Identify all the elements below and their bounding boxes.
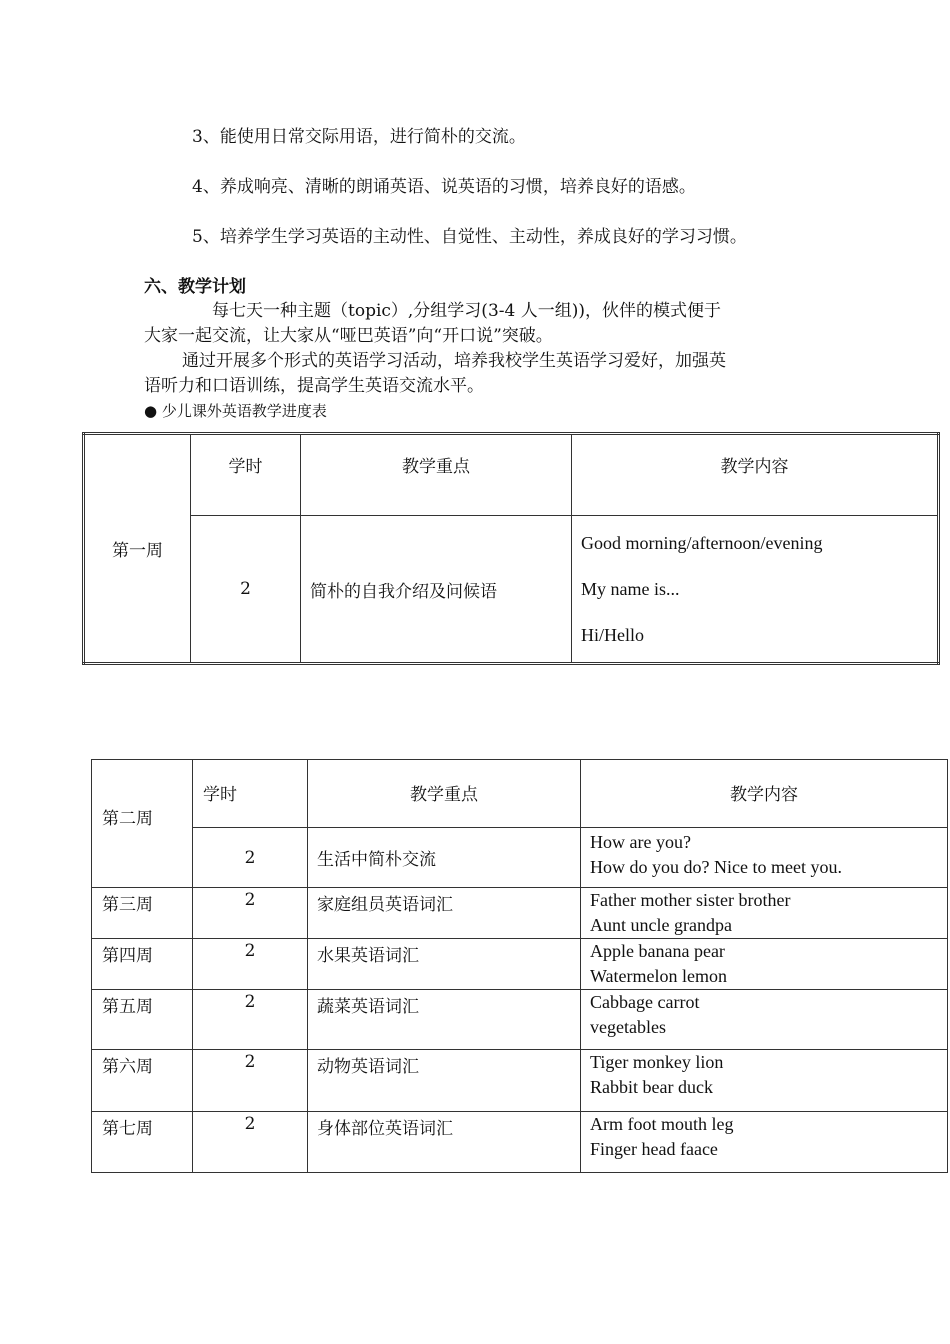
week-cell: 第四周 bbox=[92, 939, 193, 990]
content-line: Finger head faace bbox=[590, 1139, 718, 1159]
header-content: 教学内容 bbox=[581, 760, 948, 828]
content-line: Tiger monkey lion bbox=[590, 1052, 724, 1072]
content-line: Aunt uncle grandpa bbox=[590, 915, 732, 935]
table-caption: ● 少儿课外英语教学进度表 bbox=[144, 402, 327, 420]
focus-cell: 家庭组员英语词汇 bbox=[308, 888, 581, 939]
schedule-table-week1 bbox=[82, 432, 940, 665]
hours-cell: 2 bbox=[193, 1112, 308, 1173]
header-focus: 教学重点 bbox=[301, 434, 572, 516]
goal-4: 4、养成响亮、清晰的朗诵英语、说英语的习惯，培养良好的语感。 bbox=[192, 177, 696, 197]
content-line: Father mother sister brother bbox=[590, 890, 791, 910]
week-cell: 第五周 bbox=[92, 990, 193, 1050]
para2-line1: 通过开展多个形式的英语学习活动，培养我校学生英语学习爱好，加强英 bbox=[182, 351, 726, 371]
para2-line2: 语听力和口语训练，提高学生英语交流水平。 bbox=[144, 376, 484, 396]
focus-cell: 生活中简朴交流 bbox=[308, 828, 581, 888]
hours-cell: 2 bbox=[193, 990, 308, 1050]
schedule-table-weeks2to7 bbox=[91, 759, 948, 1173]
content-cell bbox=[581, 888, 948, 939]
content-line: Apple banana pear bbox=[590, 941, 725, 961]
content-line: vegetables bbox=[590, 1017, 666, 1037]
section-heading: 六、教学计划 bbox=[144, 277, 246, 297]
week-cell: 第六周 bbox=[92, 1050, 193, 1112]
week-cell: 第二周 bbox=[92, 760, 193, 888]
hours-cell: 2 bbox=[193, 888, 308, 939]
header-content: 教学内容 bbox=[572, 434, 939, 516]
content-cell bbox=[581, 1112, 948, 1173]
week-cell: 第七周 bbox=[92, 1112, 193, 1173]
content-line: How do you do? Nice to meet you. bbox=[590, 857, 842, 877]
content-line: Hi/Hello bbox=[581, 625, 644, 645]
hours-cell: 2 bbox=[191, 516, 301, 664]
hours-cell: 2 bbox=[193, 1050, 308, 1112]
goal-5: 5、培养学生学习英语的主动性、自觉性、主动性，养成良好的学习习惯。 bbox=[192, 227, 747, 247]
content-line: My name is... bbox=[581, 579, 680, 599]
para1-line2: 大家一起交流，让大家从“哑巴英语”向“开口说”突破。 bbox=[144, 326, 553, 346]
focus-cell: 简朴的自我介绍及问候语 bbox=[301, 516, 572, 664]
content-cell bbox=[581, 1050, 948, 1112]
content-cell bbox=[581, 990, 948, 1050]
content-line: Good morning/afternoon/evening bbox=[581, 533, 823, 553]
content-cell bbox=[581, 939, 948, 990]
week-cell: 第三周 bbox=[92, 888, 193, 939]
content-cell bbox=[572, 516, 939, 664]
focus-cell: 动物英语词汇 bbox=[308, 1050, 581, 1112]
goal-3: 3、能使用日常交际用语，进行简朴的交流。 bbox=[192, 127, 526, 147]
header-hours: 学时 bbox=[193, 760, 308, 828]
header-hours: 学时 bbox=[191, 434, 301, 516]
content-line: How are you? bbox=[590, 832, 691, 852]
hours-cell: 2 bbox=[193, 939, 308, 990]
content-line: Rabbit bear duck bbox=[590, 1077, 713, 1097]
week-cell: 第一周 bbox=[84, 434, 191, 664]
para1-line1: 每七天一种主题（topic）,分组学习(3-4 人一组))，伙伴的模式便于 bbox=[212, 301, 721, 321]
content-cell bbox=[581, 828, 948, 888]
focus-cell: 水果英语词汇 bbox=[308, 939, 581, 990]
content-line: Arm foot mouth leg bbox=[590, 1114, 734, 1134]
header-focus: 教学重点 bbox=[308, 760, 581, 828]
content-line: Cabbage carrot bbox=[590, 992, 700, 1012]
hours-cell: 2 bbox=[193, 828, 308, 888]
focus-cell: 身体部位英语词汇 bbox=[308, 1112, 581, 1173]
focus-cell: 蔬菜英语词汇 bbox=[308, 990, 581, 1050]
content-line: Watermelon lemon bbox=[590, 966, 728, 986]
